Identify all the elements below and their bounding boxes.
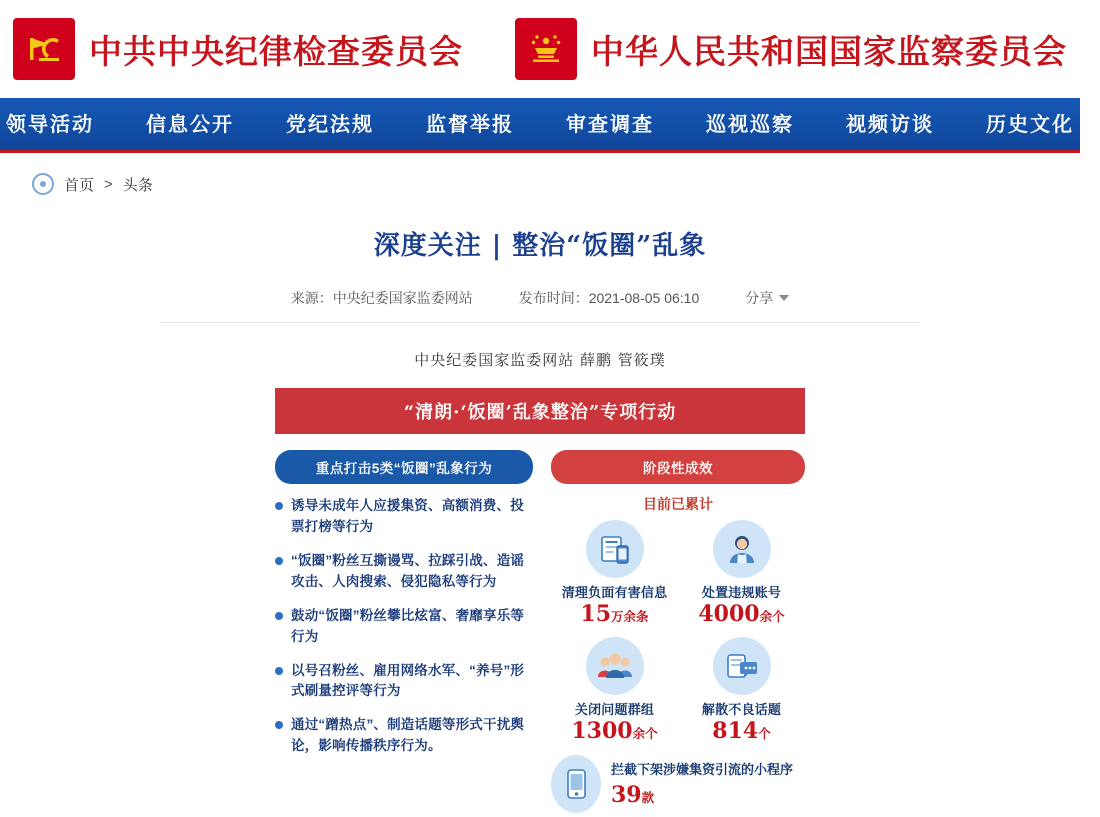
bullet-dot-icon	[275, 667, 283, 675]
nav-item-1[interactable]: 信息公开	[146, 112, 234, 136]
bullet-text: 诱导未成年人应援集资、高额消费、投票打榜等行为	[291, 498, 524, 534]
cpc-emblem-icon	[13, 18, 75, 80]
stat-value	[678, 601, 805, 629]
site-header	[0, 0, 1080, 98]
breadcrumb-separator: >	[104, 175, 113, 193]
document-phone-icon	[586, 520, 644, 578]
article-publish-time: 发布时间：2021-08-05 06:10	[518, 290, 700, 306]
stat-wide-body	[611, 760, 805, 813]
infographic	[275, 388, 805, 817]
bullet-dot-icon	[275, 721, 283, 729]
main-nav	[0, 98, 1080, 150]
infographic-left-column	[275, 450, 533, 817]
stat-label: 关闭问题群组	[574, 701, 655, 717]
stat-label: 处置违规账号	[701, 585, 782, 600]
list-item	[275, 606, 533, 648]
stat-number: 814	[712, 717, 759, 744]
bullet-text: 通过“蹭热点”、制造话题等形式干扰舆论，影响传播秩序行为。	[291, 717, 525, 754]
article-source: 来源：中央纪委国家监委网站	[290, 290, 473, 306]
article-meta	[160, 288, 920, 323]
left-heading: 重点打击5类“饭圈”乱象行为	[275, 450, 533, 484]
stat-item	[551, 637, 678, 746]
location-pin-icon	[32, 173, 54, 195]
nav-item-0[interactable]: 领导活动	[6, 112, 94, 136]
brand-cpc-text: 中共中央纪律检查委员会	[89, 31, 463, 71]
infographic-right-column	[551, 450, 805, 817]
infographic-body	[275, 434, 805, 817]
share-label: 分享	[745, 290, 774, 306]
chat-bubble-icon	[713, 637, 771, 695]
stat-item	[678, 637, 805, 746]
bullet-text: “饭圈”粉丝互撕谩骂、拉踩引战、造谣攻击、人肉搜索、侵犯隐私等行为	[291, 552, 525, 589]
stat-label: 拦截下架涉嫌集资引流的小程序	[610, 761, 793, 777]
list-item	[275, 715, 533, 757]
stat-number: 1300	[571, 717, 633, 744]
stat-value	[551, 601, 678, 629]
list-item	[275, 661, 533, 703]
stat-number: 39	[610, 782, 642, 809]
page-title: 深度关注 | 整治“饭圈”乱象	[373, 231, 707, 261]
stat-grid	[551, 520, 805, 817]
breadcrumb-home[interactable]: 首页	[64, 176, 95, 194]
bullet-text: 以号召粉丝、雇用网络水军、“养号”形式刷量控评等行为	[291, 662, 525, 699]
stat-item-wide	[551, 755, 805, 817]
stat-unit: 余个	[759, 609, 785, 624]
stat-number: 4000	[698, 601, 760, 627]
brand-gov[interactable]	[515, 18, 1067, 80]
share-button[interactable]	[745, 288, 789, 308]
stat-label: 解散不良话题	[701, 701, 782, 717]
chevron-down-icon	[779, 295, 789, 301]
right-heading: 阶段性成效	[551, 450, 805, 484]
bullet-text: 鼓动“饭圈”粉丝攀比炫富、奢靡享乐等行为	[291, 607, 525, 644]
stat-unit: 个	[758, 725, 771, 741]
bullet-dot-icon	[275, 612, 283, 620]
brand-cpc[interactable]	[13, 18, 463, 80]
stat-item	[678, 520, 805, 629]
national-emblem-icon	[515, 18, 577, 80]
breadcrumb-current[interactable]: 头条	[122, 176, 153, 194]
stat-item	[551, 520, 678, 629]
bullet-dot-icon	[275, 557, 283, 565]
nav-item-2[interactable]: 党纪法规	[286, 112, 374, 136]
infographic-banner: “清朗·‘饭圈’乱象整治”专项行动	[275, 388, 805, 434]
nav-item-6[interactable]: 视频访谈	[846, 112, 934, 136]
stat-unit: 万余条	[611, 609, 649, 624]
nav-item-3[interactable]: 监督举报	[426, 112, 514, 136]
breadcrumb	[0, 153, 1080, 211]
user-account-icon	[713, 520, 771, 578]
left-bullet-list	[275, 496, 533, 757]
brand-gov-text: 中华人民共和国国家监察委员会	[591, 31, 1067, 71]
nav-item-4[interactable]: 审查调查	[566, 112, 654, 136]
stat-value	[678, 718, 805, 746]
article-byline: 中央纪委国家监委网站 薛鹏 管筱璞	[414, 351, 666, 369]
stat-number: 15	[580, 601, 612, 627]
stat-label: 清理负面有害信息	[561, 585, 668, 600]
nav-item-5[interactable]: 巡视巡察	[706, 112, 794, 136]
mobile-app-icon	[551, 755, 601, 813]
stat-value	[551, 718, 678, 746]
list-item	[275, 551, 533, 593]
article	[35, 225, 1045, 817]
list-item	[275, 496, 533, 538]
right-subhead: 目前已累计	[643, 496, 713, 512]
bullet-dot-icon	[275, 502, 283, 510]
stat-unit: 余个	[632, 725, 658, 741]
nav-item-7[interactable]: 历史文化	[986, 112, 1074, 136]
stat-unit: 款	[641, 790, 655, 806]
user-group-icon	[586, 637, 644, 695]
